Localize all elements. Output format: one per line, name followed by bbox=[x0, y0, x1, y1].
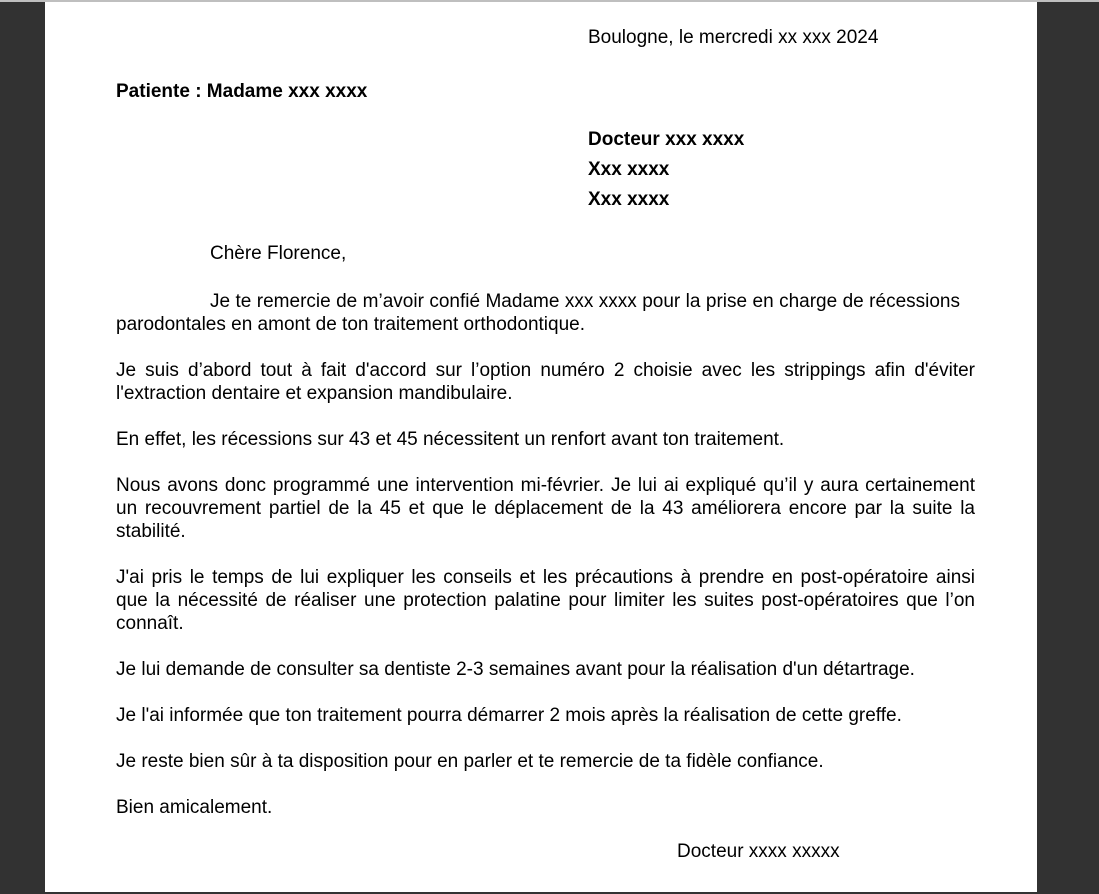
place-date: Boulogne, le mercredi xx xxx 2024 bbox=[588, 27, 879, 48]
paragraph-7: Je l'ai informée que ton traitement pourra démarrer 2 mois après la réalisation de cette greffe. bbox=[116, 705, 902, 726]
paragraph-6: Je lui demande de consulter sa dentiste 2-3 semaines avant pour la réalisation d'un détartrage. bbox=[116, 659, 915, 680]
paragraph-5: J'ai pris le temps de lui expliquer les conseils et les précautions à prendre en post-opératoire ainsi que la nécessité de réaliser une protection palatine pour limiter les suites post-opératoires que l’on connaît. bbox=[116, 567, 975, 634]
paragraph-1: Je te remercie de m’avoir confié Madame xxx xxxx pour la prise en charge de récessions parodontales en amont de ton traitement orthodontique. bbox=[116, 291, 960, 335]
paragraph-4: Nous avons donc programmé une intervention mi-février. Je lui ai expliqué qu’il y aura certainement un recouvrement partiel de la 45 et que le déplacement de la 43 améliorera encore par la suite la stabilité. bbox=[116, 475, 975, 542]
document-page bbox=[45, 2, 1037, 892]
paragraph-8: Je reste bien sûr à ta disposition pour en parler et te remercie de ta fidèle confiance. bbox=[116, 751, 824, 772]
paragraph-2: Je suis d’abord tout à fait d'accord sur l’option numéro 2 choisie avec les strippings afin d'éviter l'extraction dentaire et expansion mandibulaire. bbox=[116, 360, 975, 404]
signature: Docteur xxxx xxxxx bbox=[677, 841, 840, 862]
closing: Bien amicalement. bbox=[116, 797, 273, 818]
patient-line: Patiente : Madame xxx xxxx bbox=[116, 81, 368, 102]
recipient-name: Docteur xxx xxxx bbox=[588, 129, 745, 150]
salutation: Chère Florence, bbox=[210, 243, 347, 264]
paragraph-3: En effet, les récessions sur 43 et 45 nécessitent un renfort avant ton traitement. bbox=[116, 429, 785, 450]
recipient-line-2: Xxx xxxx bbox=[588, 159, 670, 180]
recipient-line-3: Xxx xxxx bbox=[588, 189, 670, 210]
